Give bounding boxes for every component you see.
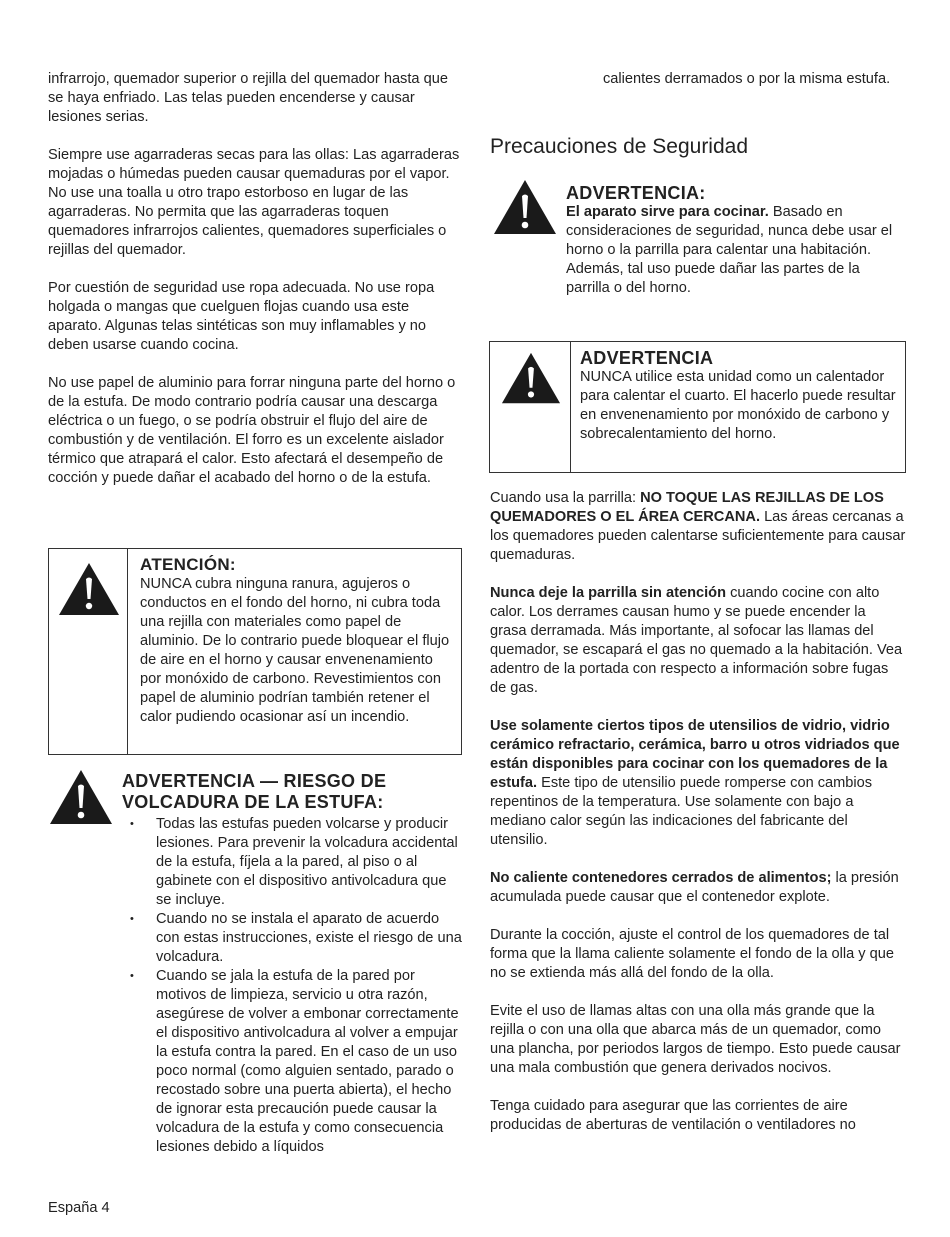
tipover-title: ADVERTENCIA — RIESGO DE VOLCADURA DE LA ESTUFA: <box>122 771 387 812</box>
bold-text: NO TOQUE LAS REJILLAS DE LOS QUEMADORES O EL ÁREA CERCANA. <box>490 490 884 525</box>
text: Cuando usa la parrilla: <box>490 490 641 506</box>
paragraph: No use papel de aluminio para forrar ninguna parte del horno o de la estufa. De modo contrario podría causar una descarga eléctrica o un fuego, o se podría obstruir el flujo del aire de combustión y de ventilación. El forro es un excelente aislador térmico que atrapará el calor. Esto afectará el desempeño de cocción y puede dañar el acabado del horno o de la estufa. <box>48 375 456 486</box>
list-item: • Cuando no se instala el aparato de acuerdo con estas instrucciones, existe el riesgo de una volcadura. <box>122 910 462 967</box>
text: cuando cocine con alto calor. Los derrames causan humo y se puede encender la grasa derramada. Más importante, al sofocar las llamas del quemador, se escapará el gas no quemado a la habitación. Vea adentro de la portada con respecto a información sobre fugas de gas. <box>490 585 903 696</box>
warning-triangle-icon <box>48 768 114 826</box>
warning-text: NUNCA utilice esta unidad como un calentador para calentar el cuarto. El hacerlo puede resultar en envenenamiento por monóxido de carbono y sobrecalentamiento del horno. <box>580 369 896 442</box>
caution-title: ATENCIÓN: <box>140 555 236 574</box>
warning-cooking <box>566 183 906 298</box>
bold-text: Nunca deje la parrilla sin atención <box>490 585 727 601</box>
text: la presión acumulada puede causar que el contenedor explote. <box>490 870 899 905</box>
warning-title: ADVERTENCIA <box>580 348 714 368</box>
tipover-warning <box>122 771 462 1157</box>
bold-text: Use solamente ciertos tipos de utensilios de vidrio, vidrio cerámico refractario, cerámica, barro u otros vidriados que están disponibles para cocinar con los quemadores de la estufa. <box>490 718 900 791</box>
warning-triangle-icon <box>57 561 121 617</box>
paragraph: Siempre use agarraderas secas para las ollas: Las agarraderas mojadas o húmedas pueden causar quemaduras por el vapor. No use una toalla u otro trapo estorboso en lugar de las agarraderas. No permita que las agarraderas toquen quemadores infrarrojos calientes, quemadores superficiales o rejillas del quemador. <box>48 147 460 258</box>
bold-text: El aparato sirve para cocinar. <box>566 204 769 220</box>
list-item: • Cuando se jala la estufa de la pared por motivos de limpieza, servicio u otra razón, asegúrese de volver a embonar correctamente el dispositivo antivolcadura al volver a empujar la estufa contra la pared. En el caso de un uso poco normal (como alguien sentado, parado o recostado sobre una puerta abierta), el hecho de ignorar esta precaución puede causar la volcadura de la estufa y como consecuencia lesiones debido a líquidos <box>122 967 462 1157</box>
page-title: Precauciones de Seguridad <box>490 135 749 158</box>
paragraph: Por cuestión de seguridad use ropa adecuada. No use ropa holgada o mangas que cuelguen flojas cuando usa este aparato. Algunas telas sintéticas son muy inflamables y no deben usarse cuando cocina. <box>48 280 435 353</box>
text: Este tipo de utensilio puede romperse con cambios repentinos de la temperatura. Use solamente con bajo a mediano calor según las indicaciones del fabricante del utensilio. <box>490 775 873 848</box>
bold-text: No caliente contenedores cerrados de alimentos; <box>490 870 832 886</box>
warning-box <box>489 341 906 473</box>
caution-text: NUNCA cubra ninguna ranura, agujeros o conductos en el fondo del horno, ni cubra toda una rejilla con materiales como papel de aluminio. De lo contrario puede bloquear el flujo de aire en el horno y causar envenenamiento por monóxido de carbono. Revestimientos con papel de aluminio podrían también retener el calor pudiendo ocasionar así un incendio. <box>140 576 450 725</box>
right-column <box>490 489 906 1135</box>
left-column <box>48 70 460 488</box>
caution-box <box>48 548 462 755</box>
warning-text: Basado en consideraciones de seguridad, nunca debe usar el horno o la parrilla para calentar una habitación. Además, tal uso puede dañar las partes de la parrilla o del horno. <box>566 204 893 296</box>
warning-triangle-icon <box>492 178 558 236</box>
paragraph: calientes derramados o por la misma estufa. <box>603 71 891 87</box>
text: Las áreas cercanas a los quemadores pueden calentarse suficientemente para causar quemaduras. <box>490 509 906 563</box>
page-number: España 4 <box>48 1200 110 1216</box>
paragraph: Tenga cuidado para asegurar que las corrientes de aire producidas de aberturas de ventilación o ventiladores no <box>490 1098 856 1133</box>
paragraph: Evite el uso de llamas altas con una olla más grande que la rejilla o con una olla que abarca más de un quemador, como una plancha, por periodos largos de tiempo. Esto puede causar una mala combustión que genera derivados nocivos. <box>490 1003 901 1076</box>
paragraph: infrarrojo, quemador superior o rejilla del quemador hasta que se haya enfriado. Las telas pueden encenderse y causar lesiones serias. <box>48 71 448 125</box>
paragraph: Durante la cocción, ajuste el control de los quemadores de tal forma que la llama caliente solamente el fondo de la olla y que no se extienda más allá del fondo de la olla. <box>490 927 895 981</box>
tipover-list <box>122 815 462 1157</box>
list-item: • Todas las estufas pueden volcarse y producir lesiones. Para prevenir la volcadura accidental de la estufa, fíjela a la pared, al piso o al gabinete con el dispositivo antivolcadura que se incluye. <box>122 815 462 910</box>
warning-triangle-icon <box>500 350 562 406</box>
warning-title: ADVERTENCIA: <box>566 183 706 203</box>
